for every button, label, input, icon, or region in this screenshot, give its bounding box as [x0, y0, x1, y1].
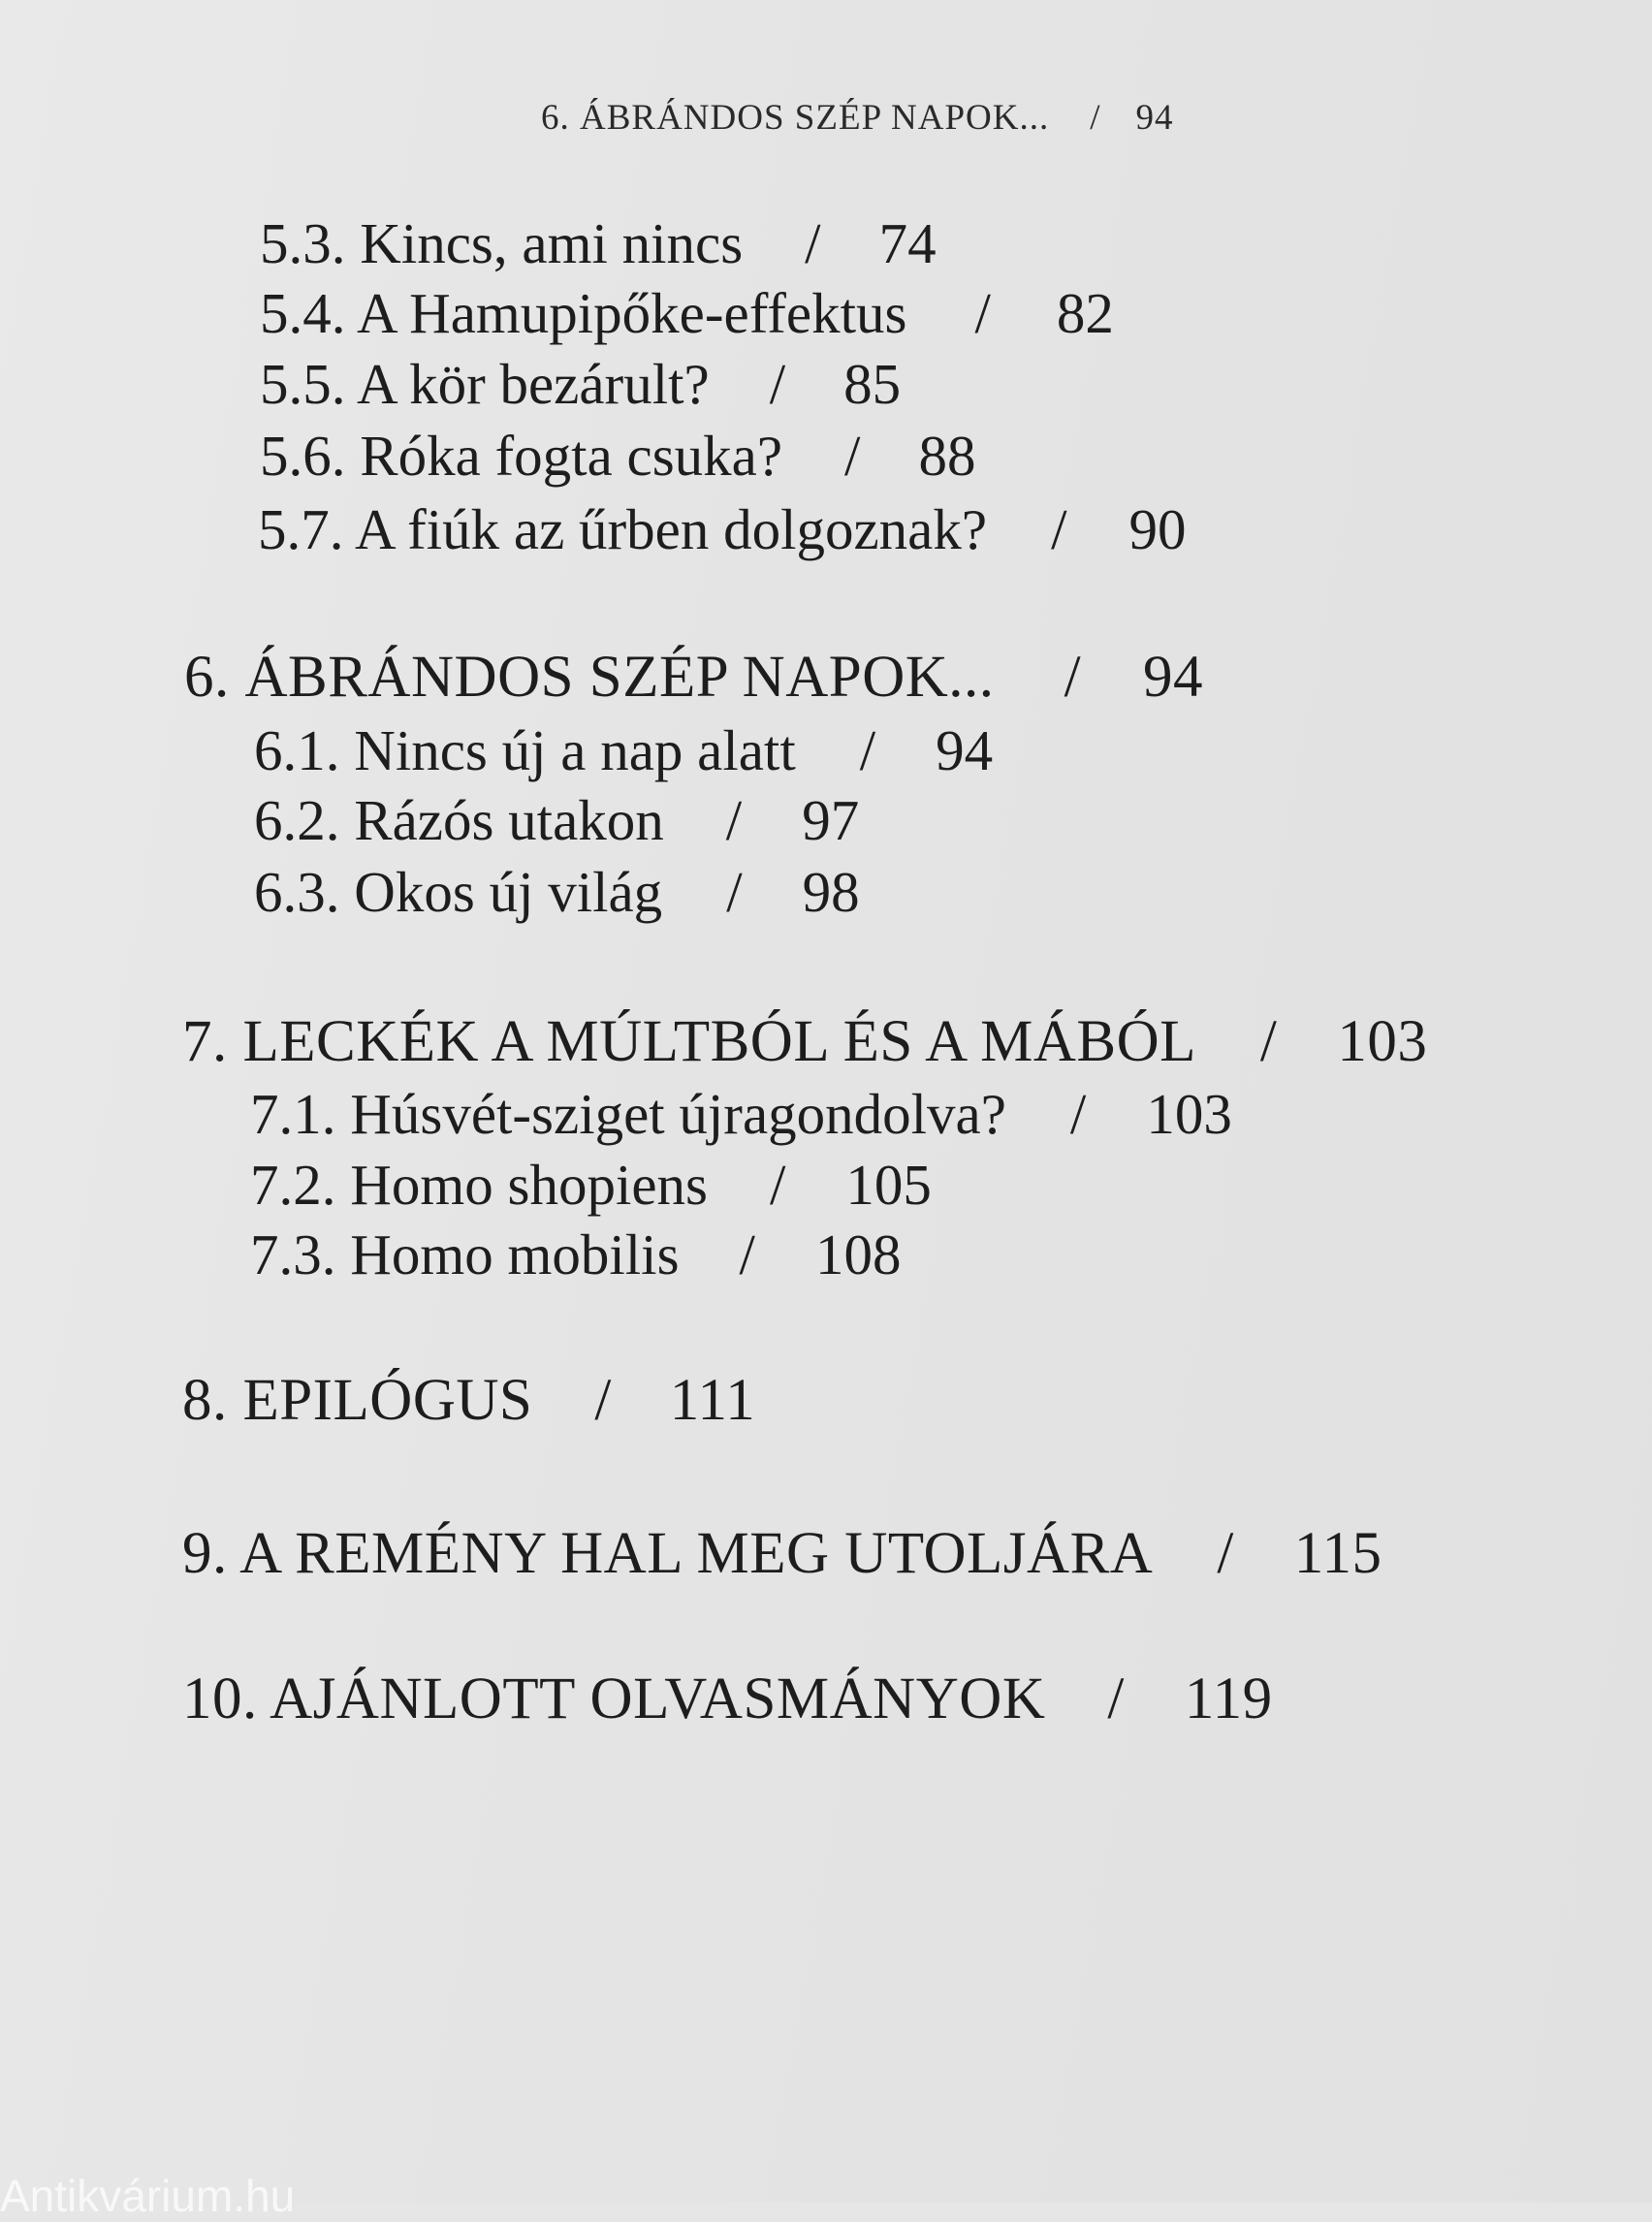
toc-entry-5-3	[260, 210, 937, 277]
toc-chapter-title: 8. EPILÓGUS	[182, 1368, 533, 1433]
toc-entry-title: 6.1. Nincs új a nap alatt	[254, 718, 796, 782]
toc-chapter-title: 6. ÁBRÁNDOS SZÉP NAPOK...	[184, 645, 995, 710]
watermark: Antikvárium.hu	[0, 2171, 296, 2221]
toc-entry-7-1	[250, 1081, 1232, 1148]
toc-entry-separator: /	[1064, 645, 1082, 710]
toc-entry-page: 98	[802, 860, 860, 924]
toc-entry-title: 5.3. Kincs, ami nincs	[260, 211, 744, 275]
running-header-title: 6. ÁBRÁNDOS SZÉP NAPOK...	[541, 98, 1050, 138]
toc-entry-5-6	[260, 423, 975, 490]
toc-entry-page: 90	[1128, 497, 1187, 561]
toc-entry-separator: /	[770, 1153, 786, 1217]
toc-entry-page: 103	[1146, 1082, 1232, 1146]
running-header-separator: /	[1090, 98, 1101, 138]
toc-entry-6-1	[254, 717, 993, 784]
toc-entry-6-3	[254, 859, 860, 926]
toc-entry-separator: /	[1259, 1009, 1278, 1074]
toc-entry-title: 5.5. A kör bezárult?	[260, 352, 710, 416]
toc-entry-page: 119	[1184, 1666, 1273, 1731]
toc-entry-separator: /	[1069, 1082, 1087, 1146]
toc-entry-separator: /	[1217, 1521, 1234, 1586]
toc-entry-page: 88	[918, 424, 976, 488]
toc-entry-page: 97	[802, 788, 860, 852]
toc-entry-separator: /	[594, 1368, 612, 1433]
toc-entry-separator: /	[844, 424, 861, 488]
toc-entry-page: 105	[845, 1153, 932, 1217]
toc-chapter-6	[184, 644, 1203, 712]
running-header-page-number: 94	[1135, 98, 1174, 138]
toc-entry-separator: /	[739, 1222, 755, 1286]
toc-entry-title: 7.1. Húsvét-sziget újragondolva?	[250, 1082, 1006, 1146]
toc-entry-page: 74	[878, 211, 937, 275]
toc-entry-page: 82	[1056, 281, 1114, 345]
toc-entry-title: 6.3. Okos új világ	[254, 860, 663, 924]
toc-chapter-title: 7. LECKÉK A MÚLTBÓL ÉS A MÁBÓL	[182, 1009, 1196, 1074]
toc-chapter-8	[182, 1367, 755, 1435]
toc-entry-page: 94	[936, 718, 994, 782]
toc-entry-page: 108	[814, 1222, 902, 1286]
toc-entry-separator: /	[725, 788, 743, 852]
toc-entry-title: 7.3. Homo mobilis	[250, 1222, 680, 1286]
toc-entry-title: 6.2. Rázós utakon	[254, 788, 664, 852]
toc-entry-title: 5.4. A Hamupipőke-effektus	[260, 281, 907, 345]
toc-entry-separator: /	[974, 281, 991, 345]
toc-entry-separator: /	[805, 211, 821, 275]
running-header	[541, 97, 1174, 139]
toc-chapter-10	[182, 1666, 1273, 1733]
toc-entry-page: 94	[1143, 645, 1204, 710]
toc-entry-title: 5.7. A fiúk az űrben dolgoznak?	[258, 497, 988, 561]
toc-entry-separator: /	[859, 718, 876, 782]
toc-entry-title: 5.6. Róka fogta csuka?	[260, 424, 783, 488]
toc-entry-separator: /	[769, 352, 786, 416]
toc-entry-page: 85	[843, 352, 902, 416]
toc-entry-7-3	[250, 1222, 901, 1288]
toc-chapter-title: 9. A REMÉNY HAL MEG UTOLJÁRA	[182, 1521, 1154, 1586]
toc-entry-5-5	[260, 351, 901, 418]
toc-entry-5-4	[260, 280, 1114, 347]
toc-chapter-title: 10. AJÁNLOTT OLVASMÁNYOK	[182, 1666, 1046, 1731]
toc-entry-separator: /	[1107, 1666, 1125, 1731]
toc-entry-separator: /	[726, 860, 743, 924]
toc-entry-title: 7.2. Homo shopiens	[250, 1153, 708, 1217]
toc-entry-page: 103	[1337, 1009, 1428, 1074]
toc-entry-separator: /	[1051, 497, 1067, 561]
toc-entry-6-2	[254, 787, 859, 854]
toc-entry-5-7	[258, 496, 1186, 563]
toc-entry-page: 115	[1293, 1521, 1382, 1586]
toc-entry-7-2	[250, 1152, 932, 1219]
toc-entry-page: 111	[669, 1368, 756, 1433]
toc-chapter-9	[182, 1520, 1382, 1588]
toc-chapter-7	[182, 1008, 1427, 1076]
